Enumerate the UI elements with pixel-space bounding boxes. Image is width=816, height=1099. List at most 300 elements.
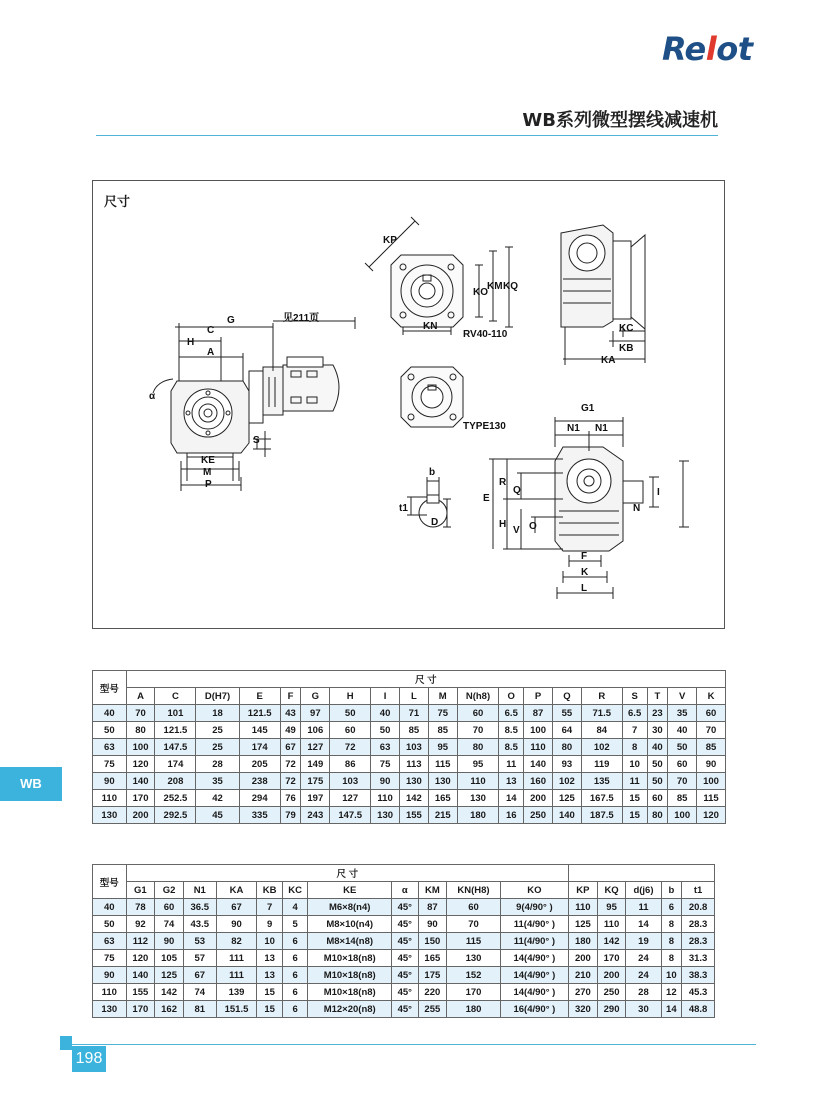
column-header: M [428,688,457,705]
table-cell: 45° [392,984,418,1001]
table-cell: 113 [400,756,429,773]
table-cell: 250 [524,807,553,824]
table-cell: 50 [330,705,371,722]
column-header: D(H7) [196,688,239,705]
table-row [93,807,726,824]
table-cell: 320 [569,1001,598,1018]
table-cell: 110 [524,739,553,756]
table-cell: 74 [183,984,216,1001]
table-cell: 14 [499,790,524,807]
table-cell: 50 [668,739,697,756]
table-cell: 86 [330,756,371,773]
table-cell: 20.8 [682,899,715,916]
table-cell: 112 [126,933,155,950]
table-cell: 75 [428,705,457,722]
table-row [93,916,715,933]
diagram-section-label: 尺寸 [104,194,131,209]
table-cell: 30 [626,1001,661,1018]
table-cell: 125 [569,916,598,933]
table-cell: 6.5 [499,705,524,722]
table-cell: 60 [330,722,371,739]
table-cell: 28.3 [682,933,715,950]
table-cell: 210 [569,967,598,984]
table-cell: 13 [257,950,282,967]
column-header: N1 [183,882,216,899]
table-cell: 70 [697,722,726,739]
table-cell: 105 [155,950,184,967]
table-cell: 35 [196,773,239,790]
table-cell: 170 [597,950,626,967]
table-cell: 180 [457,807,499,824]
table-cell: 294 [239,790,280,807]
table-cell: 187.5 [581,807,622,824]
table-cell: 170 [447,984,501,1001]
table-row [93,756,726,773]
table-cell: 50 [647,773,668,790]
table-cell: 40 [647,739,668,756]
table-cell: 151.5 [216,1001,257,1018]
table-cell: 8 [661,916,682,933]
table-cell: 11(4/90° ) [500,933,568,950]
dimension-table-2 [92,864,715,1018]
column-header: KB [257,882,282,899]
table-cell: 142 [155,984,184,1001]
model-cell: 75 [93,950,127,967]
table-cell: 270 [569,984,598,1001]
column-header: KM [418,882,447,899]
label-I: I [657,487,660,498]
label-rv: RV40-110 [463,329,508,340]
table-cell: 100 [668,807,697,824]
table-cell: 67 [280,739,301,756]
table-cell: 149 [301,756,330,773]
table-row [93,739,726,756]
label-N: N [633,503,641,514]
column-header: A [126,688,155,705]
table-cell: 252.5 [155,790,196,807]
table-cell: 111 [216,967,257,984]
table-cell: 80 [457,739,499,756]
table-cell: 7 [257,899,282,916]
table-cell: 174 [239,739,280,756]
table-cell: 6 [282,967,307,984]
table-cell: 80 [552,739,581,756]
column-header: O [499,688,524,705]
label-O: O [529,521,537,532]
table-cell: 81 [183,1001,216,1018]
model-cell: 40 [93,705,127,722]
table-cell: 82 [216,933,257,950]
table-cell: 7 [622,722,647,739]
column-header: E [239,688,280,705]
table-cell: 125 [155,967,184,984]
table-cell: 8 [661,950,682,967]
label-KN: KN [423,321,438,332]
table-row [93,984,715,1001]
dimension-diagram [92,180,725,629]
table-cell: 8.5 [499,739,524,756]
column-header: T [647,688,668,705]
label-t1: t1 [399,503,408,514]
table-cell: 290 [597,1001,626,1018]
table-cell: 28.3 [682,916,715,933]
table-cell: 6.5 [622,705,647,722]
model-header: 型号 [93,671,127,705]
column-header: KA [216,882,257,899]
table-cell: 12 [661,984,682,1001]
table-row [93,899,715,916]
table-cell: 111 [216,950,257,967]
table-cell: 125 [552,790,581,807]
table-cell: 25 [196,722,239,739]
column-header: b [661,882,682,899]
label-L: L [581,583,588,594]
label-KM: KM [487,281,503,292]
table-cell: 24 [626,950,661,967]
table-cell: 45° [392,967,418,984]
table-cell: 13 [257,967,282,984]
table-cell: 175 [418,967,447,984]
table-cell: 64 [552,722,581,739]
footer-marker [60,1036,72,1050]
table-cell: 6 [282,950,307,967]
table-cell: 8 [622,739,647,756]
table-cell: 78 [126,899,155,916]
table-cell: 102 [552,773,581,790]
column-header: Q [552,688,581,705]
table-cell: 79 [280,807,301,824]
model-cell: 110 [93,984,127,1001]
table-cell: 103 [400,739,429,756]
dimension-group-header-blank [569,865,715,882]
table-row [93,950,715,967]
table-cell: 60 [155,899,184,916]
table-cell: 90 [418,916,447,933]
table-cell: 200 [569,950,598,967]
table-cell: 31.3 [682,950,715,967]
table-cell: 14 [626,916,661,933]
label-KA: KA [601,355,616,366]
column-header: G [301,688,330,705]
table-row [93,790,726,807]
table-cell: 28 [196,756,239,773]
model-cell: 130 [93,807,127,824]
label-K: K [581,567,589,578]
table-cell: 121.5 [155,722,196,739]
table-row [93,705,726,722]
label-C: C [207,325,215,336]
table-cell: 70 [126,705,155,722]
table-cell: 6 [282,984,307,1001]
table-cell: 9 [257,916,282,933]
table-cell: 11 [622,773,647,790]
table-cell: 292.5 [155,807,196,824]
table-cell: 155 [400,807,429,824]
table-cell: 197 [301,790,330,807]
table-cell: 130 [428,773,457,790]
table-cell: 110 [371,790,400,807]
table-cell: 120 [126,756,155,773]
table-cell: 14(4/90° ) [500,950,568,967]
label-H: H [187,337,195,348]
column-header: P [524,688,553,705]
table-cell: 35 [668,705,697,722]
table-cell: 150 [418,933,447,950]
table-cell: 45° [392,916,418,933]
table-cell: 50 [371,722,400,739]
section-tab-wb: WB [0,767,62,801]
table-cell: 97 [301,705,330,722]
table-cell: 14(4/90° ) [500,984,568,1001]
model-cell: 130 [93,1001,127,1018]
table-cell: 130 [400,773,429,790]
table-cell: 140 [126,967,155,984]
table-cell: 71 [400,705,429,722]
label-N1b: N1 [595,423,608,434]
table-cell: 115 [697,790,726,807]
table-cell: 110 [569,899,598,916]
table-cell: 147.5 [155,739,196,756]
label-KE: KE [201,455,215,466]
table-cell: 101 [155,705,196,722]
table-cell: 162 [155,1001,184,1018]
column-header: L [400,688,429,705]
table-cell: 75 [371,756,400,773]
table-cell: 80 [126,722,155,739]
table-cell: 30 [647,722,668,739]
table-cell: 127 [330,790,371,807]
table-cell: 250 [597,984,626,1001]
table-cell: 90 [155,933,184,950]
table-cell: 45° [392,933,418,950]
table-cell: 152 [447,967,501,984]
table-cell: 93 [552,756,581,773]
table-cell: 85 [428,722,457,739]
table-cell: 24 [626,967,661,984]
table-cell: M10×18(n8) [308,950,392,967]
table-cell: M10×18(n8) [308,984,392,1001]
table-cell: 142 [400,790,429,807]
table-cell: 139 [216,984,257,1001]
table-cell: 49 [280,722,301,739]
footer-rule [72,1044,756,1045]
table-cell: 45.3 [682,984,715,1001]
table-cell: 174 [155,756,196,773]
table-cell: 84 [581,722,622,739]
label-R: R [499,477,507,488]
column-header: N(h8) [457,688,499,705]
table-cell: 70 [668,773,697,790]
table-cell: 95 [597,899,626,916]
model-cell: 90 [93,967,127,984]
brand-logo: Relot [662,30,753,68]
table-cell: 180 [447,1001,501,1018]
column-header: R [581,688,622,705]
label-KP: KP [383,235,397,246]
label-G: G [227,315,235,326]
label-D: D [431,517,439,528]
table-cell: 155 [126,984,155,1001]
table-cell: 90 [371,773,400,790]
label-KQ: KQ [503,281,518,292]
label-V: V [513,525,520,536]
table-cell: 130 [447,950,501,967]
column-header: KC [282,882,307,899]
label-b: b [429,467,436,478]
label-alpha: α [149,391,156,402]
table-cell: 120 [697,807,726,824]
header-rule [96,135,718,136]
label-S: S [253,435,260,446]
table-row [93,1001,715,1018]
table-cell: 4 [282,899,307,916]
table-cell: 70 [447,916,501,933]
table-cell: 72 [280,756,301,773]
table-cell: 100 [697,773,726,790]
label-P: P [205,479,212,490]
table-cell: 45 [196,807,239,824]
table-cell: 243 [301,807,330,824]
table-cell: 160 [524,773,553,790]
column-header: KQ [597,882,626,899]
model-header: 型号 [93,865,127,899]
model-cell: 40 [93,899,127,916]
table-cell: 140 [524,756,553,773]
label-M: M [203,467,212,478]
table-cell: 80 [647,807,668,824]
table-cell: 9(4/90° ) [500,899,568,916]
table-cell: M8×10(n4) [308,916,392,933]
table-cell: 74 [155,916,184,933]
table-cell: 95 [428,739,457,756]
table-cell: 115 [428,756,457,773]
table-cell: 14(4/90° ) [500,967,568,984]
table-cell: 36.5 [183,899,216,916]
table-cell: 140 [126,773,155,790]
table-cell: 5 [282,916,307,933]
table-cell: 110 [597,916,626,933]
column-header: α [392,882,418,899]
table-cell: M12×20(n8) [308,1001,392,1018]
table-cell: 200 [524,790,553,807]
table-cell: 57 [183,950,216,967]
table-cell: 40 [371,705,400,722]
table-cell: 175 [301,773,330,790]
label-E: E [483,493,490,504]
table-cell: 100 [524,722,553,739]
table-cell: 205 [239,756,280,773]
table-row [93,933,715,950]
table-cell: 147.5 [330,807,371,824]
table-cell: M8×14(n8) [308,933,392,950]
page-title: WB系列微型摆线减速机 [522,110,718,131]
column-header: t1 [682,882,715,899]
table-cell: 90 [216,916,257,933]
table-cell: 200 [126,807,155,824]
column-header: G2 [155,882,184,899]
table-cell: 11(4/90° ) [500,916,568,933]
label-see-page: 见211页 [283,313,320,324]
table-cell: 103 [330,773,371,790]
table-cell: 28 [626,984,661,1001]
column-header: I [371,688,400,705]
column-header: KN(H8) [447,882,501,899]
table-cell: 72 [330,739,371,756]
table-cell: 95 [457,756,499,773]
model-cell: 110 [93,790,127,807]
column-header: S [622,688,647,705]
table-cell: 127 [301,739,330,756]
table-cell: 50 [647,756,668,773]
table-cell: 8.5 [499,722,524,739]
column-header: H [330,688,371,705]
table-cell: 18 [196,705,239,722]
table-cell: 10 [257,933,282,950]
table-cell: 120 [126,950,155,967]
label-H2: H [499,519,507,530]
table-cell: M6×8(n4) [308,899,392,916]
table-cell: 55 [552,705,581,722]
table-cell: 6 [282,1001,307,1018]
column-header: KP [569,882,598,899]
table-cell: 130 [457,790,499,807]
table-cell: 13 [499,773,524,790]
column-header: C [155,688,196,705]
table-cell: 208 [155,773,196,790]
table-cell: 67 [216,899,257,916]
table-cell: 180 [569,933,598,950]
table-cell: 85 [400,722,429,739]
table-cell: 43 [280,705,301,722]
table-cell: 16(4/90° ) [500,1001,568,1018]
label-Q: Q [513,485,521,496]
table-cell: 60 [697,705,726,722]
table-cell: 43.5 [183,916,216,933]
table-cell: 14 [661,1001,682,1018]
table-cell: 53 [183,933,216,950]
table-cell: 15 [257,984,282,1001]
column-header: G1 [126,882,155,899]
table-cell: 60 [447,899,501,916]
table-cell: 70 [457,722,499,739]
label-KC: KC [619,323,634,334]
table-cell: 90 [697,756,726,773]
dimension-group-header: 尺 寸 [126,865,569,882]
table-row [93,967,715,984]
table-cell: 16 [499,807,524,824]
column-header: K [697,688,726,705]
dimension-group-header: 尺 寸 [126,671,725,688]
table-cell: 15 [622,807,647,824]
table-cell: 8 [661,933,682,950]
table-cell: 11 [626,899,661,916]
table-cell: 92 [126,916,155,933]
column-header: KO [500,882,568,899]
label-type130: TYPE130 [463,421,506,432]
table-cell: 11 [499,756,524,773]
table-cell: 87 [524,705,553,722]
table-cell: 142 [597,933,626,950]
table-cell: 38.3 [682,967,715,984]
table-cell: 72 [280,773,301,790]
table-cell: 63 [371,739,400,756]
table-cell: 165 [428,790,457,807]
model-cell: 63 [93,739,127,756]
table-cell: 85 [668,790,697,807]
table-cell: 19 [626,933,661,950]
table-cell: 238 [239,773,280,790]
label-N1a: N1 [567,423,580,434]
